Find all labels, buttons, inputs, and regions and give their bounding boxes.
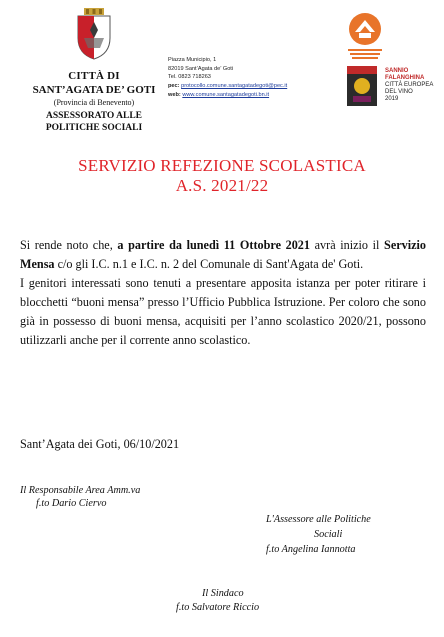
p1-service-name: Servizio Mensa xyxy=(20,238,427,271)
responsabile-name: f.to Dario Ciervo xyxy=(36,498,107,509)
address-line2: 82019 Sant’Agata de’ Goti xyxy=(168,65,234,72)
web-link[interactable]: www.comune.santagatadegoti.bn.it xyxy=(182,91,270,98)
document-title-line2: A.S. 2021/22 xyxy=(175,176,269,195)
city-crest-icon xyxy=(74,8,114,60)
sindaco-name: f.to Salvatore Riccio xyxy=(176,602,260,613)
logo-text-line2: FALANGHINA xyxy=(385,75,425,81)
notice-body xyxy=(20,236,426,350)
province-label: (Provincia di Benevento) xyxy=(53,98,135,107)
sindaco-title: Il Sindaco xyxy=(202,588,244,599)
assessore-title-line1: L'Assessore alle Politiche xyxy=(266,514,371,525)
city-name-line1: CITTÀ DI xyxy=(68,70,120,82)
department-line2: POLITICHE SOCIALI xyxy=(45,123,143,133)
logo-text-line5: 2019 xyxy=(385,96,399,102)
phone-line: Tel. 0823 718263 xyxy=(168,74,211,81)
assessore-title-line2: Sociali xyxy=(314,529,343,540)
festival-logo-icon xyxy=(346,12,384,62)
department-line1: ASSESSORATO ALLE xyxy=(45,111,142,121)
logo-text-line4: DEL VINO xyxy=(385,89,413,95)
pec-label: pec: xyxy=(168,83,180,90)
p1-intro: Si rende noto che, xyxy=(20,238,118,252)
p1-end: c/o gli I.C. n.1 e I.C. n. 2 del Comunale di Sant'Agata de' Goti. xyxy=(54,257,364,271)
assessore-name: f.to Angelina Iannotta xyxy=(266,544,356,555)
notice-date: Sant’Agata dei Goti, 06/10/2021 xyxy=(20,437,180,451)
address-line1: Piazza Municipio, 1 xyxy=(168,57,217,63)
notice-paragraph-2: I genitori interessati sono tenuti a presentare apposita istanza per poter ritirare i blocchetti “buoni mensa” presso l’Ufficio Pubblica Istruzione. Per coloro che sono già in possesso di buoni mensa, acquisiti per l’anno scolastico 2020/21, possono utilizzarli anche per il corrente anno scolastico. xyxy=(20,276,426,347)
logo-text-line3: CITTÀ EUROPEA xyxy=(385,82,434,88)
address-block xyxy=(168,56,328,100)
notice-paragraph-1 xyxy=(20,236,426,274)
web-line xyxy=(168,91,328,100)
p1-start-date: a partire da lunedì 11 Ottobre 2021 xyxy=(117,238,310,252)
document-title-line1: SERVIZIO REFEZIONE SCOLASTICA xyxy=(78,156,366,175)
wine-city-logo-icon xyxy=(347,66,377,106)
city-name-line2: SANT’AGATA DE’ GOTI xyxy=(32,84,156,96)
p1-middle: avrà inizio il xyxy=(310,238,385,252)
pec-link[interactable]: protocollo.comune.santagatadegoti@pec.it xyxy=(181,83,288,90)
pec-line xyxy=(168,82,328,91)
web-label: web: xyxy=(168,91,181,98)
logo-text-line1: SANNIO xyxy=(385,68,409,74)
wine-city-logo-text xyxy=(385,68,433,103)
responsabile-title: Il Responsabile Area Amm.va xyxy=(20,485,141,496)
